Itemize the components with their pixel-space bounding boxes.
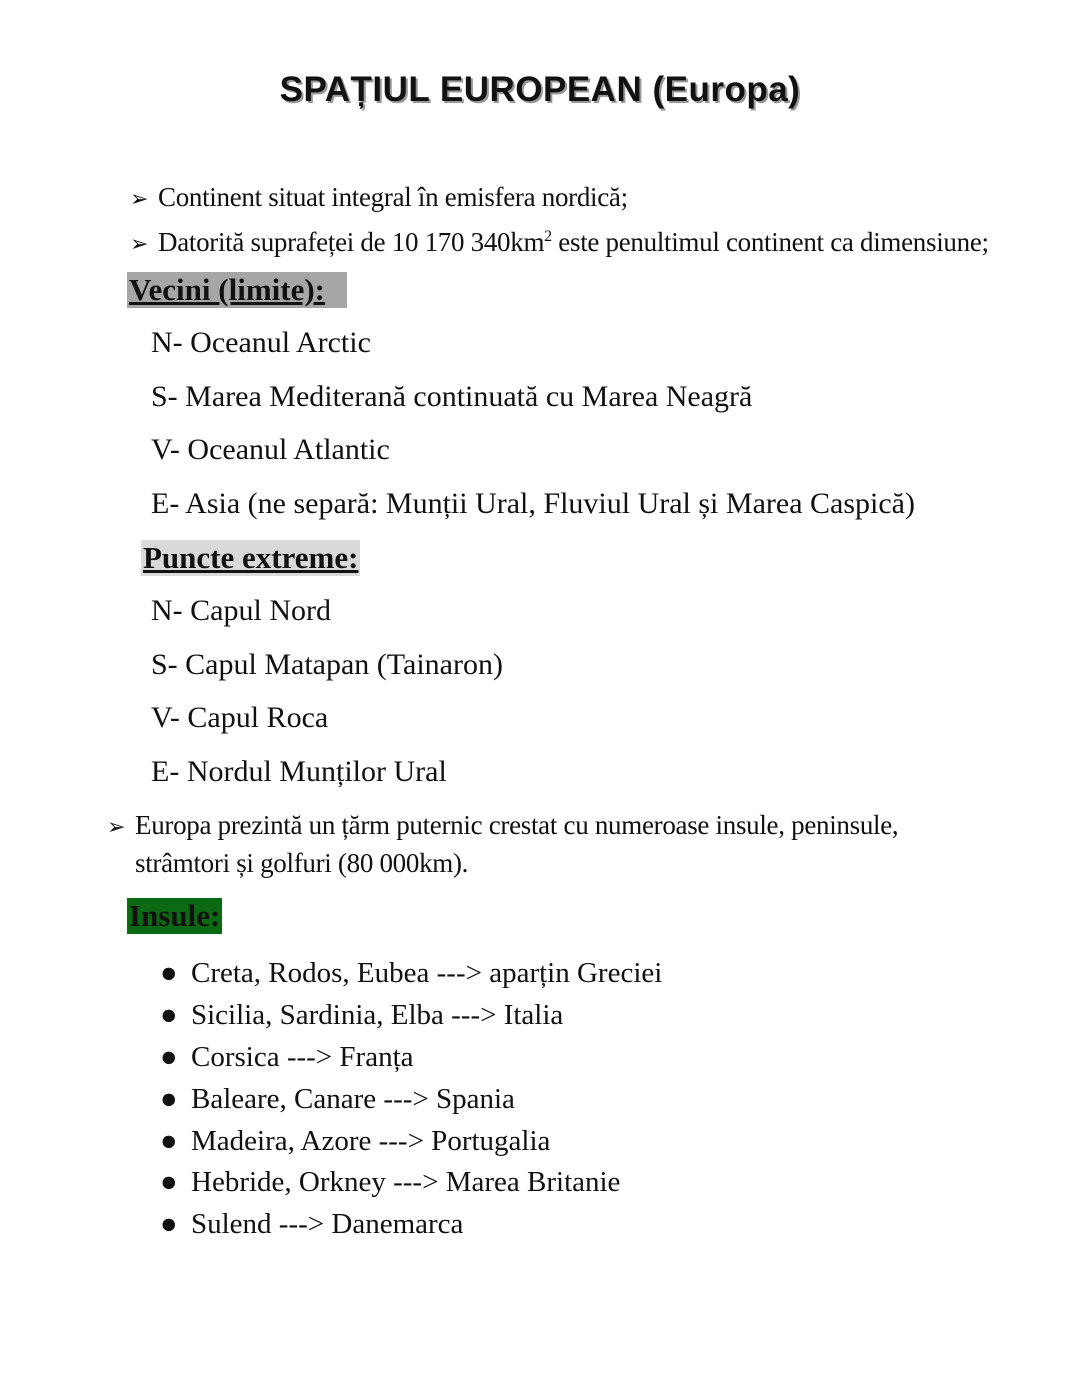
vecini-item: V- Oceanul Atlantic bbox=[151, 433, 390, 466]
insule-item bbox=[160, 956, 662, 990]
insule-item bbox=[160, 1124, 550, 1158]
tarm-bullet-continuation: strâmtori și golfuri (80 000km). bbox=[135, 848, 469, 878]
insule-text: Sicilia, Sardinia, Elba ---> Italia bbox=[191, 999, 564, 1031]
puncte-item: N- Capul Nord bbox=[151, 594, 331, 627]
vecini-heading: Vecini (limite): bbox=[127, 272, 347, 308]
insule-item bbox=[160, 998, 563, 1032]
page-title: SPAȚIUL EUROPEAN (Europa) bbox=[279, 70, 801, 109]
intro-bullet-1 bbox=[130, 181, 628, 216]
insule-item bbox=[160, 1082, 515, 1116]
insule-item bbox=[160, 1040, 414, 1074]
insule-text: Corsica ---> Franța bbox=[191, 1041, 414, 1073]
bullet-dot-icon: ● bbox=[160, 1208, 178, 1240]
insule-text: Sulend ---> Danemarca bbox=[191, 1208, 464, 1240]
bullet-dot-icon: ● bbox=[160, 957, 178, 989]
puncte-extreme-heading: Puncte extreme: bbox=[143, 540, 359, 575]
bullet-dot-icon: ● bbox=[160, 999, 178, 1031]
insule-text: Baleare, Canare ---> Spania bbox=[191, 1083, 515, 1115]
puncte-item: E- Nordul Munților Ural bbox=[151, 755, 447, 788]
superscript: 2 bbox=[544, 228, 552, 245]
puncte-item: V- Capul Roca bbox=[151, 701, 329, 734]
bullet-dot-icon: ● bbox=[160, 1083, 178, 1115]
arrow-bullet-icon: ➢ bbox=[130, 232, 149, 257]
arrow-bullet-icon: ➢ bbox=[107, 815, 126, 840]
insule-item bbox=[160, 1207, 463, 1241]
tarm-bullet bbox=[107, 809, 898, 844]
insule-item bbox=[160, 1165, 620, 1199]
vecini-item: N- Oceanul Arctic bbox=[151, 326, 371, 359]
bullet-dot-icon: ● bbox=[160, 1041, 178, 1073]
vecini-item: E- Asia (ne separă: Munții Ural, Fluviul Ural și Marea Caspică) bbox=[151, 487, 915, 520]
bullet-text: Europa prezintă un țărm puternic crestat cu numeroase insule, peninsule, bbox=[135, 810, 899, 840]
insule-heading: Insule: bbox=[129, 898, 221, 933]
puncte-item: S- Capul Matapan (Tainaron) bbox=[151, 648, 503, 681]
insule-text: Hebride, Orkney ---> Marea Britanie bbox=[191, 1166, 621, 1198]
insule-text: Madeira, Azore ---> Portugalia bbox=[191, 1125, 551, 1157]
bullet-text: Datorită suprafeței de 10 170 340km bbox=[158, 227, 545, 257]
bullet-dot-icon: ● bbox=[160, 1166, 178, 1198]
bullet-text: Continent situat integral în emisfera nordică; bbox=[158, 182, 628, 212]
vecini-item: S- Marea Mediterană continuată cu Marea Neagră bbox=[151, 380, 753, 413]
bullet-text: este penultimul continent ca dimensiune; bbox=[551, 227, 989, 257]
insule-text: Creta, Rodos, Eubea ---> aparțin Greciei bbox=[191, 957, 663, 989]
intro-bullet-2 bbox=[130, 221, 989, 261]
bullet-dot-icon: ● bbox=[160, 1125, 178, 1157]
arrow-bullet-icon: ➢ bbox=[130, 187, 149, 212]
